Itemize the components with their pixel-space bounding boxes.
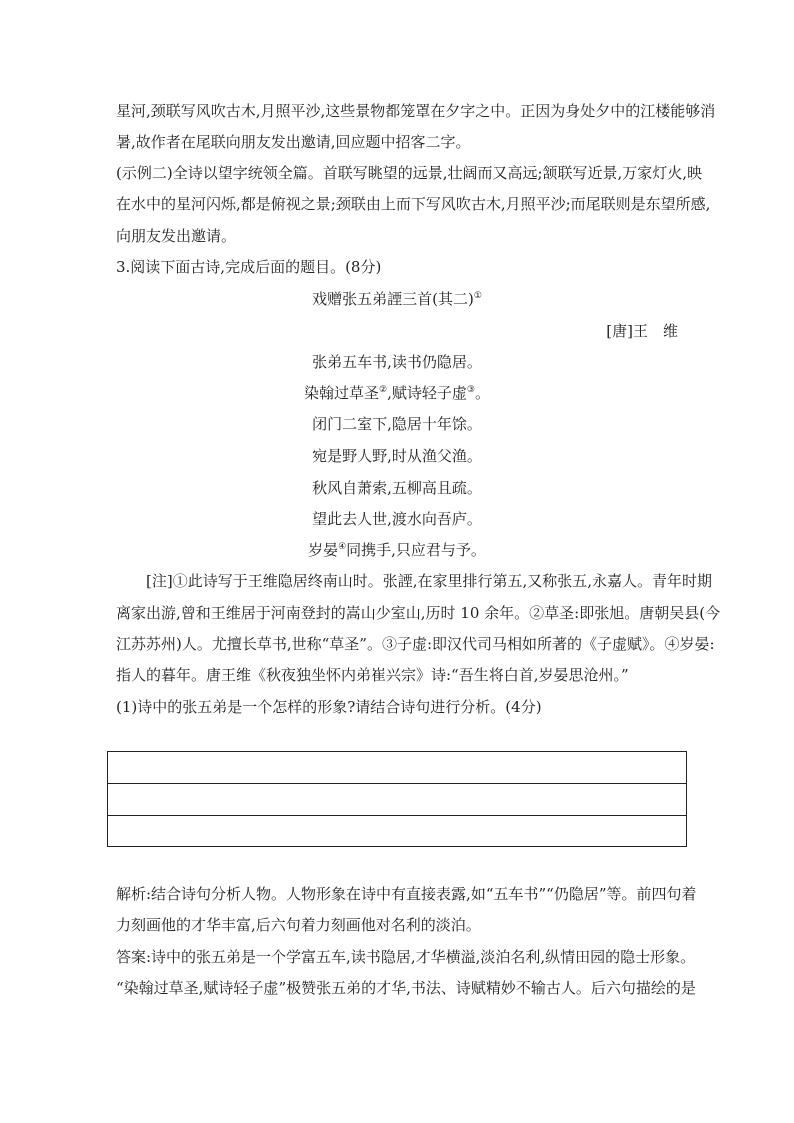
notes-line-2: 离家出游,曾和王维居于河南登封的嵩山少室山,历时 10 余年。②草圣:即张旭。唐朝吴县(今 [116, 604, 721, 622]
notes-line-4: 指人的暮年。唐王维《秋夜独坐怀内弟崔兴宗》诗:“吾生将白首,岁晏思沧州。” [116, 666, 629, 684]
note-marker-4: ④ [338, 542, 347, 552]
answer-box[interactable] [107, 751, 687, 847]
answer-line-2: “染翰过草圣,赋诗轻子虚”极赞张五弟的才华,书法、诗赋精妙不输古人。后六句描绘的是 [116, 979, 696, 997]
poem-line-7: 岁晏④同携手,只应君与予。 [308, 541, 486, 559]
sub-question: (1)诗中的张五弟是一个怎样的形象?请结合诗句进行分析。(4分) [116, 698, 542, 716]
note-marker-3: ③ [466, 385, 475, 395]
example2-line-3: 向朋友发出邀请。 [116, 227, 237, 245]
poem-line-6: 望此去人世,渡水向吾庐。 [312, 510, 482, 528]
poem-line-5: 秋风自萧索,五柳高且疏。 [312, 479, 482, 497]
intro-line-1: 星河,颈联写风吹古木,月照平沙,这些景物都笼罩在夕字之中。正因为身处夕中的江楼能够消 [116, 102, 716, 120]
example2-line-2: 在水中的星河闪烁,都是俯视之景;颈联由上而下写风吹古木,月照平沙;而尾联则是东望所感, [116, 195, 711, 213]
analysis-line-2: 力刻画他的才华丰富,后六句着力刻画他对名利的淡泊。 [116, 916, 481, 934]
answer-row[interactable] [108, 752, 686, 784]
answer-line-1: 答案:诗中的张五弟是一个学富五车,读书隐居,才华横溢,淡泊名利,纵情田园的隐士形象。 [116, 948, 696, 966]
note-marker-2: ② [379, 385, 388, 395]
intro-line-2: 暑,故作者在尾联向朋友发出邀请,回应题中招客二字。 [116, 133, 471, 151]
poem-line-2: 染翰过草圣②,赋诗轻子虚③。 [304, 384, 490, 402]
notes-line-3: 江苏苏州)人。尤擅长草书,世称“草圣”。③子虚:即汉代司马相如所著的《子虚赋》。④岁晏: [116, 635, 715, 653]
poem-line-3: 闭门二室下,隐居十年馀。 [312, 415, 482, 433]
poem-author: [唐]王 维 [606, 322, 678, 340]
answer-row[interactable] [108, 816, 686, 848]
answer-row[interactable] [108, 784, 686, 816]
poem-title-note: ① [473, 291, 482, 301]
poem-title [0, 289, 794, 309]
poem-line-4: 宛是野人野,时从渔父渔。 [312, 447, 482, 465]
question-prompt: 3.阅读下面古诗,完成后面的题目。(8分) [116, 258, 382, 276]
example2-line-1: (示例二)全诗以望字统领全篇。首联写眺望的远景,壮阔而又高远;颔联写近景,万家灯火,映 [116, 164, 703, 182]
notes-line-1: [注]①此诗写于王维隐居终南山时。张諲,在家里排行第五,又称张五,永嘉人。青年时期 [146, 572, 713, 590]
poem-title-text: 戏赠张五弟諲三首(其二) [312, 290, 474, 308]
analysis-line-1: 解析:结合诗句分析人物。人物形象在诗中有直接表露,如“五车书”“仍隐居”等。前四句着 [116, 885, 697, 903]
poem-line-1: 张弟五车书,读书仍隐居。 [312, 353, 482, 371]
